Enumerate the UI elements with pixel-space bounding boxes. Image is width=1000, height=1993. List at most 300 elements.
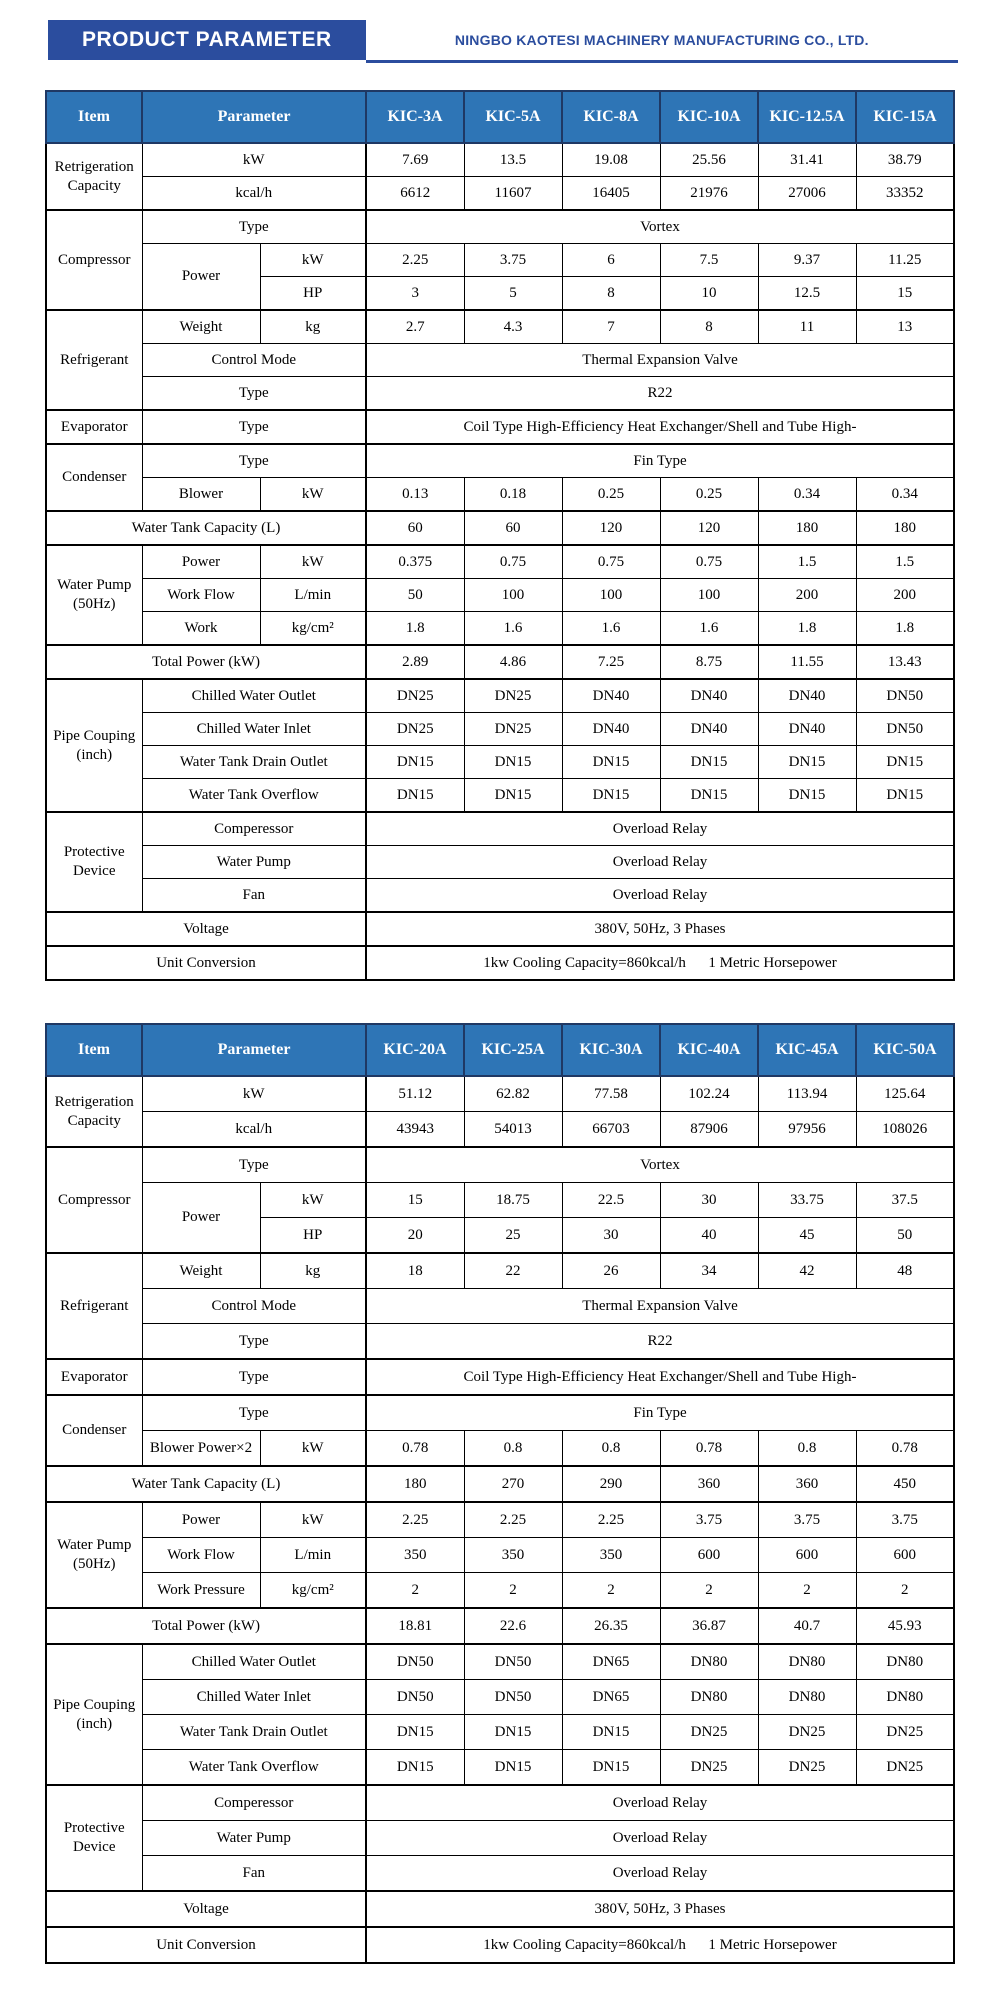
value-cell: 600 [856,1538,954,1573]
value-cell: Overload Relay [366,1856,954,1892]
value-cell: 2.25 [464,1502,562,1538]
value-cell: DN80 [758,1644,856,1680]
spec-table-large-models [45,1023,955,1964]
value-cell: 0.75 [660,545,758,579]
value-cell: 270 [464,1466,562,1502]
value-cell: 1.8 [856,612,954,646]
param-cell: Work [142,612,260,646]
value-cell: 180 [856,511,954,545]
value-cell: 22 [464,1253,562,1289]
value-cell: 600 [758,1538,856,1573]
value-cell: DN15 [464,1750,562,1786]
value-cell: 200 [758,579,856,612]
item-cell: Water Tank Capacity (L) [46,511,366,545]
value-cell: 1.6 [464,612,562,646]
column-header: KIC-8A [562,91,660,143]
value-cell: 87906 [660,1112,758,1148]
value-cell: 0.8 [758,1431,856,1467]
value-cell: DN15 [366,779,464,813]
value-cell: 100 [660,579,758,612]
value-cell: 13.5 [464,143,562,177]
column-header: KIC-3A [366,91,464,143]
param-cell: kcal/h [142,177,366,211]
param-cell: HP [260,277,366,311]
param-cell: Weight [142,1253,260,1289]
param-cell: Type [142,1147,366,1183]
value-cell: DN25 [758,1750,856,1786]
value-cell: 3 [366,277,464,311]
value-cell: 0.25 [660,478,758,512]
value-cell: Overload Relay [366,812,954,846]
column-header: KIC-20A [366,1024,464,1076]
item-cell: Unit Conversion [46,1927,366,1963]
value-cell: DN15 [562,779,660,813]
value-cell: 3.75 [464,244,562,277]
value-cell: DN65 [562,1680,660,1715]
param-cell: Work Flow [142,579,260,612]
value-cell: Overload Relay [366,846,954,879]
value-cell: DN15 [366,1750,464,1786]
param-cell: kg/cm² [260,612,366,646]
value-cell: 350 [464,1538,562,1573]
value-cell: 20 [366,1218,464,1254]
value-cell: 30 [562,1218,660,1254]
column-header: KIC-30A [562,1024,660,1076]
item-cell: Voltage [46,912,366,946]
section-title-badge [48,20,366,60]
value-cell: 125.64 [856,1076,954,1112]
value-cell: DN40 [660,679,758,713]
value-cell: 8 [660,310,758,344]
value-cell: DN25 [660,1750,758,1786]
value-cell: 3.75 [758,1502,856,1538]
value-cell: 11.55 [758,645,856,679]
param-cell: Power [142,1502,260,1538]
item-cell: Protective Device [46,812,142,912]
value-cell: Fin Type [366,444,954,478]
value-cell: 200 [856,579,954,612]
value-cell: 15 [366,1183,464,1218]
column-header: KIC-12.5A [758,91,856,143]
item-cell: Water Pump (50Hz) [46,1502,142,1608]
value-cell: Overload Relay [366,879,954,913]
item-cell: Retrigeration Capacity [46,143,142,210]
column-header: KIC-5A [464,91,562,143]
value-cell: 51.12 [366,1076,464,1112]
value-cell: 25 [464,1218,562,1254]
value-cell: DN15 [758,746,856,779]
param-cell: Work Flow [142,1538,260,1573]
column-header: Parameter [142,91,366,143]
param-cell: Chilled Water Outlet [142,679,366,713]
value-cell: DN40 [660,713,758,746]
value-cell: DN15 [562,1715,660,1750]
value-cell: 1.6 [562,612,660,646]
param-cell: Type [142,210,366,244]
value-cell: 60 [464,511,562,545]
value-cell: DN15 [660,746,758,779]
value-cell: 26 [562,1253,660,1289]
value-cell: DN80 [660,1680,758,1715]
item-cell: Refrigerant [46,310,142,410]
value-cell: 2.25 [366,244,464,277]
column-header: Parameter [142,1024,366,1076]
value-cell: 2 [660,1573,758,1609]
value-cell: 10 [660,277,758,311]
param-cell: Work Pressure [142,1573,260,1609]
value-cell: 11.25 [856,244,954,277]
param-cell: kW [260,244,366,277]
param-cell: kW [260,1502,366,1538]
param-cell: Type [142,1395,366,1431]
item-cell: Unit Conversion [46,946,366,980]
param-cell: kcal/h [142,1112,366,1148]
spacer [0,981,1000,1023]
value-cell: 42 [758,1253,856,1289]
value-cell: DN25 [464,713,562,746]
param-cell: Power [142,545,260,579]
value-cell: 2 [464,1573,562,1609]
value-cell: 1.8 [758,612,856,646]
value-cell: DN15 [366,746,464,779]
param-cell: Water Pump [142,846,366,879]
param-cell: Chilled Water Inlet [142,713,366,746]
param-cell: kg [260,310,366,344]
item-cell: Pipe Couping (inch) [46,1644,142,1785]
value-cell: 18.75 [464,1183,562,1218]
value-cell: 50 [856,1218,954,1254]
param-cell: Chilled Water Outlet [142,1644,366,1680]
value-cell: R22 [366,377,954,411]
value-cell: 18 [366,1253,464,1289]
value-cell: 13.43 [856,645,954,679]
value-cell: DN25 [660,1715,758,1750]
value-cell: 11 [758,310,856,344]
value-cell: 0.25 [562,478,660,512]
value-cell: DN65 [562,1644,660,1680]
param-cell: Water Tank Drain Outlet [142,746,366,779]
value-cell: 54013 [464,1112,562,1148]
value-cell: Coil Type High-Efficiency Heat Exchanger/Shell and Tube High- [366,410,954,444]
value-cell: 7 [562,310,660,344]
value-cell: 31.41 [758,143,856,177]
value-cell: DN25 [856,1715,954,1750]
value-cell: 62.82 [464,1076,562,1112]
item-cell: Total Power (kW) [46,645,366,679]
value-cell: DN40 [562,679,660,713]
value-cell: 0.375 [366,545,464,579]
value-cell: 600 [660,1538,758,1573]
value-cell: 7.5 [660,244,758,277]
param-cell: kg/cm² [260,1573,366,1609]
value-cell: 0.8 [464,1431,562,1467]
param-cell: L/min [260,1538,366,1573]
value-cell: DN15 [366,1715,464,1750]
value-cell: 2.25 [562,1502,660,1538]
value-cell: 27006 [758,177,856,211]
value-cell: 380V, 50Hz, 3 Phases [366,912,954,946]
value-cell: Coil Type High-Efficiency Heat Exchanger/Shell and Tube High- [366,1359,954,1395]
param-cell: kW [260,545,366,579]
value-cell: 4.3 [464,310,562,344]
value-cell: 45 [758,1218,856,1254]
value-cell: 450 [856,1466,954,1502]
value-cell: DN50 [856,713,954,746]
value-cell: 1kw Cooling Capacity=860kcal/h 1 Metric Horsepower [366,946,954,980]
value-cell: DN15 [856,779,954,813]
column-header: KIC-45A [758,1024,856,1076]
value-cell: 180 [366,1466,464,1502]
value-cell: 6 [562,244,660,277]
value-cell: 1kw Cooling Capacity=860kcal/h 1 Metric Horsepower [366,1927,954,1963]
item-cell: Condenser [46,1395,142,1466]
value-cell: Thermal Expansion Valve [366,1289,954,1324]
value-cell: DN40 [562,713,660,746]
value-cell: 66703 [562,1112,660,1148]
value-cell: DN15 [562,746,660,779]
value-cell: 120 [562,511,660,545]
value-cell: 1.5 [758,545,856,579]
value-cell: 48 [856,1253,954,1289]
header-rule [366,60,958,63]
param-cell: Water Tank Overflow [142,1750,366,1786]
value-cell: 25.56 [660,143,758,177]
value-cell: 2 [366,1573,464,1609]
value-cell: 9.37 [758,244,856,277]
value-cell: 37.5 [856,1183,954,1218]
value-cell: 5 [464,277,562,311]
value-cell: DN50 [366,1644,464,1680]
param-cell: kW [142,1076,366,1112]
value-cell: 60 [366,511,464,545]
param-cell: Water Pump [142,1821,366,1856]
value-cell: 0.75 [464,545,562,579]
value-cell: 8.75 [660,645,758,679]
value-cell: 19.08 [562,143,660,177]
value-cell: 0.8 [562,1431,660,1467]
item-cell: Compressor [46,1147,142,1253]
value-cell: DN50 [366,1680,464,1715]
value-cell: 22.5 [562,1183,660,1218]
column-header: Item [46,1024,142,1076]
value-cell: DN40 [758,679,856,713]
value-cell: DN25 [366,679,464,713]
param-cell: Type [142,1324,366,1360]
param-cell: Fan [142,879,366,913]
value-cell: 38.79 [856,143,954,177]
value-cell: 40.7 [758,1608,856,1644]
value-cell: 113.94 [758,1076,856,1112]
value-cell: 102.24 [660,1076,758,1112]
value-cell: 7.69 [366,143,464,177]
value-cell: 380V, 50Hz, 3 Phases [366,1891,954,1927]
value-cell: 0.75 [562,545,660,579]
value-cell: 33352 [856,177,954,211]
param-cell: kW [260,478,366,512]
param-cell: Type [142,410,366,444]
value-cell: 3.75 [660,1502,758,1538]
value-cell: 7.25 [562,645,660,679]
param-cell: Comperessor [142,1785,366,1821]
value-cell: 2.25 [366,1502,464,1538]
value-cell: DN40 [758,713,856,746]
item-cell: Evaporator [46,410,142,444]
item-cell: Total Power (kW) [46,1608,366,1644]
param-cell: kW [142,143,366,177]
param-cell: Fan [142,1856,366,1892]
value-cell: 36.87 [660,1608,758,1644]
value-cell: 100 [464,579,562,612]
value-cell: Fin Type [366,1395,954,1431]
company-name: NINGBO KAOTESI MACHINERY MANUFACTURING CO., LTD. [454,32,869,48]
param-cell: L/min [260,579,366,612]
item-cell: Voltage [46,1891,366,1927]
value-cell: 120 [660,511,758,545]
value-cell: 1.5 [856,545,954,579]
value-cell: 12.5 [758,277,856,311]
column-header: KIC-15A [856,91,954,143]
value-cell: 350 [562,1538,660,1573]
param-cell: Water Tank Overflow [142,779,366,813]
value-cell: 11607 [464,177,562,211]
value-cell: DN15 [660,779,758,813]
value-cell: 0.78 [366,1431,464,1467]
item-cell: Retrigeration Capacity [46,1076,142,1147]
value-cell: 40 [660,1218,758,1254]
value-cell: DN25 [366,713,464,746]
value-cell: DN15 [464,779,562,813]
value-cell: 3.75 [856,1502,954,1538]
value-cell: 22.6 [464,1608,562,1644]
value-cell: 21976 [660,177,758,211]
value-cell: 290 [562,1466,660,1502]
value-cell: 108026 [856,1112,954,1148]
value-cell: 2 [856,1573,954,1609]
value-cell: Thermal Expansion Valve [366,344,954,377]
value-cell: DN15 [856,746,954,779]
value-cell: 2.7 [366,310,464,344]
param-cell: HP [260,1218,366,1254]
value-cell: 97956 [758,1112,856,1148]
column-header: Item [46,91,142,143]
param-cell: kW [260,1431,366,1467]
param-cell: Type [142,1359,366,1395]
value-cell: 1.8 [366,612,464,646]
value-cell: Vortex [366,1147,954,1183]
value-cell: 2.89 [366,645,464,679]
param-cell: Type [142,444,366,478]
column-header: KIC-50A [856,1024,954,1076]
value-cell: DN15 [464,746,562,779]
value-cell: 0.13 [366,478,464,512]
value-cell: 0.34 [758,478,856,512]
param-cell: Type [142,377,366,411]
header-right [366,20,958,63]
item-cell: Refrigerant [46,1253,142,1359]
value-cell: 180 [758,511,856,545]
param-cell: Comperessor [142,812,366,846]
param-cell: kW [260,1183,366,1218]
value-cell: Overload Relay [366,1785,954,1821]
item-cell: Compressor [46,210,142,310]
value-cell: 43943 [366,1112,464,1148]
value-cell: 26.35 [562,1608,660,1644]
column-header: KIC-10A [660,91,758,143]
value-cell: DN80 [758,1680,856,1715]
param-cell: Blower Power×2 [142,1431,260,1467]
item-cell: Pipe Couping (inch) [46,679,142,812]
value-cell: 0.18 [464,478,562,512]
item-cell: Condenser [46,444,142,511]
value-cell: DN50 [464,1680,562,1715]
item-cell: Protective Device [46,1785,142,1891]
value-cell: 33.75 [758,1183,856,1218]
value-cell: DN25 [758,1715,856,1750]
spec-table-small-models [45,90,955,981]
value-cell: 0.78 [856,1431,954,1467]
value-cell: 15 [856,277,954,311]
param-cell: Water Tank Drain Outlet [142,1715,366,1750]
value-cell: 34 [660,1253,758,1289]
value-cell: 50 [366,579,464,612]
param-cell: Weight [142,310,260,344]
value-cell: 2 [758,1573,856,1609]
value-cell: R22 [366,1324,954,1360]
value-cell: DN25 [464,679,562,713]
value-cell: 100 [562,579,660,612]
value-cell: DN15 [562,1750,660,1786]
value-cell: 0.34 [856,478,954,512]
value-cell: DN80 [856,1644,954,1680]
value-cell: Overload Relay [366,1821,954,1856]
value-cell: DN50 [464,1644,562,1680]
column-header: KIC-25A [464,1024,562,1076]
value-cell: 45.93 [856,1608,954,1644]
value-cell: DN15 [758,779,856,813]
value-cell: 360 [660,1466,758,1502]
item-cell: Evaporator [46,1359,142,1395]
param-cell: Control Mode [142,1289,366,1324]
value-cell: 1.6 [660,612,758,646]
param-cell: kg [260,1253,366,1289]
value-cell: Vortex [366,210,954,244]
value-cell: 2 [562,1573,660,1609]
param-cell: Blower [142,478,260,512]
value-cell: DN80 [660,1644,758,1680]
param-cell: Power [142,244,260,311]
item-cell: Water Pump (50Hz) [46,545,142,645]
value-cell: 30 [660,1183,758,1218]
value-cell: 6612 [366,177,464,211]
value-cell: 8 [562,277,660,311]
spacer [0,63,1000,90]
value-cell: DN15 [464,1715,562,1750]
value-cell: 360 [758,1466,856,1502]
value-cell: 0.78 [660,1431,758,1467]
value-cell: 350 [366,1538,464,1573]
value-cell: 4.86 [464,645,562,679]
section-title: PRODUCT PARAMETER [82,28,332,51]
value-cell: 16405 [562,177,660,211]
value-cell: 77.58 [562,1076,660,1112]
value-cell: 13 [856,310,954,344]
param-cell: Control Mode [142,344,366,377]
param-cell: Power [142,1183,260,1254]
column-header: KIC-40A [660,1024,758,1076]
value-cell: DN25 [856,1750,954,1786]
page-header [48,20,958,63]
param-cell: Chilled Water Inlet [142,1680,366,1715]
